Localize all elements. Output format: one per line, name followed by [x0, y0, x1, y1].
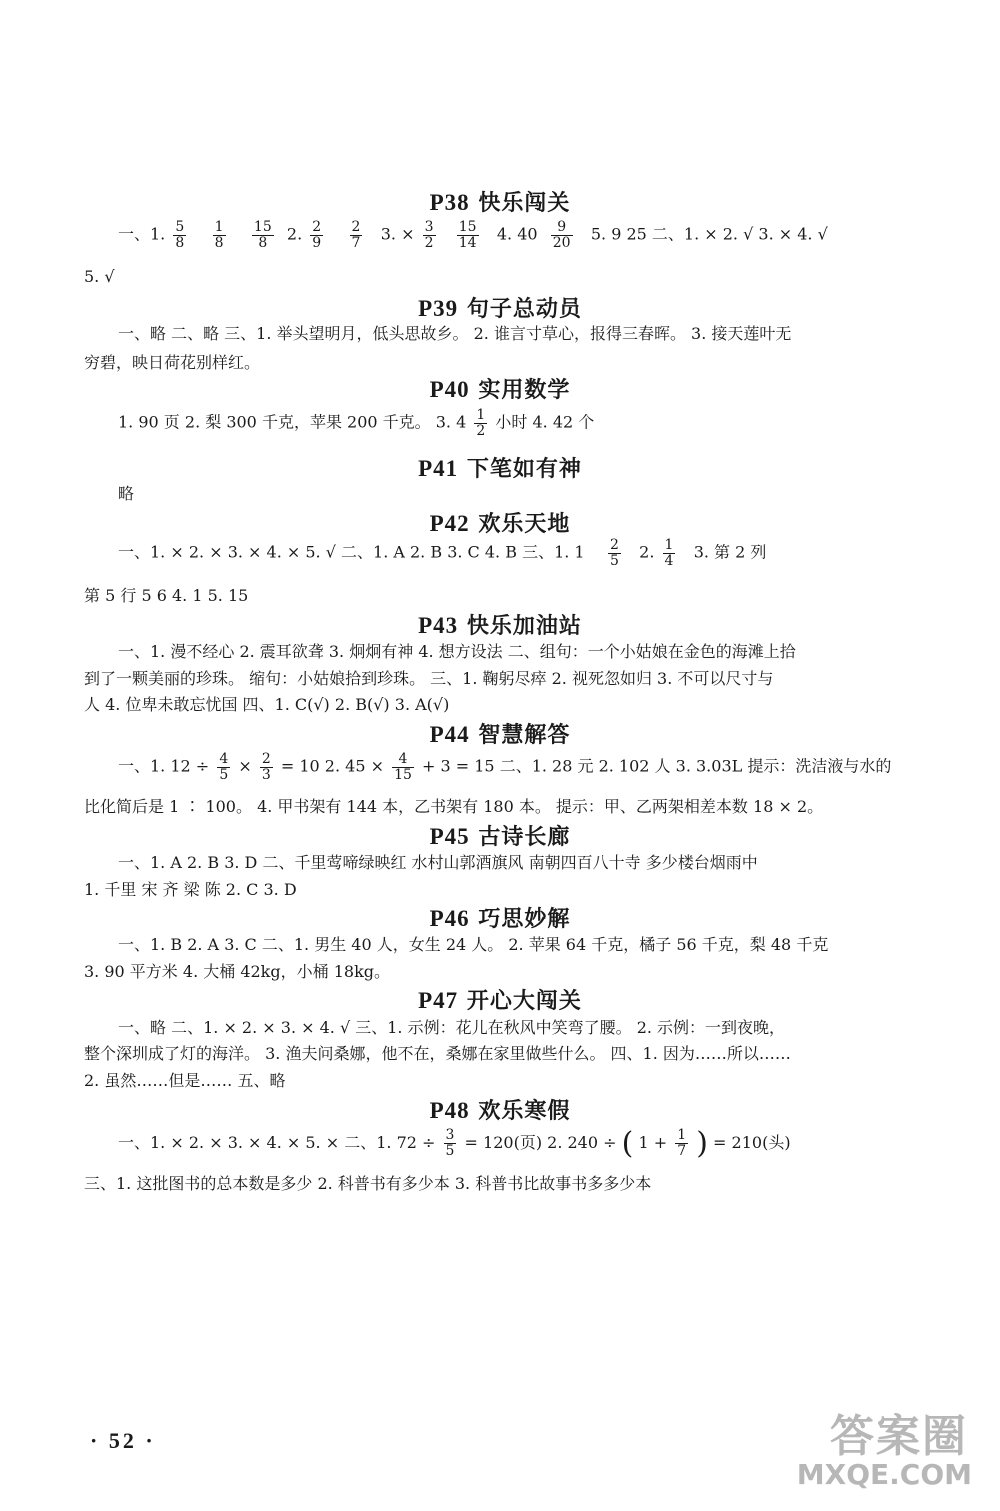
- section-title-p47: P47 开心大闯关: [418, 988, 582, 1014]
- answer-line-p41-1: 略: [118, 484, 135, 503]
- answer-line-p46-1: 一、1. B 2. A 3. C 二、1. 男生 40 人，女生 24 人。 2. 苹果 64 千克，橘子 56 千克，梨 48 千克: [118, 935, 829, 954]
- answer-line-p47-2: 整个深圳成了灯的海洋。 3. 渔夫问桑娜，他不在，桑娜在家里做些什么。 四、1. 因为……所以……: [84, 1044, 791, 1063]
- page-number: · 52 ·: [90, 1428, 156, 1453]
- section-title-p44: P44 智慧解答: [429, 722, 571, 748]
- watermark-logo: [778, 1400, 978, 1500]
- answer-line-p45-1: 一、1. A 2. B 3. D 二、千里莺啼绿映红 水村山郭酒旗风 南朝四百八十寺 多少楼台烟雨中: [118, 853, 758, 872]
- answer-line-p42-1: 一、1. × 2. × 3. × 4. × 5. √ 二、1. A 2. B 3. C 4. B 三、1. 1 $\frac{2}{5}$ 2. $\frac{1}{4}$ 3. 第 2 列: [118, 537, 767, 569]
- answer-line-p42-2: 第 5 行 5 6 4. 1 5. 15: [84, 586, 249, 605]
- watermark-url: MXQE.COM: [796, 1458, 972, 1491]
- section-title-p43: P43 快乐加油站: [418, 613, 582, 639]
- answer-line-p45-2: 1. 千里 宋 齐 梁 陈 2. C 3. D: [84, 880, 297, 899]
- answer-line-p40-1: 1. 90 页 2. 梨 300 千克，苹果 200 千克。 3. 4 $\frac{1}{2}$ 小时 4. 42 个: [118, 407, 595, 439]
- watermark-title: 答案圈: [830, 1411, 968, 1462]
- answer-line-p47-1: 一、略 二、1. × 2. × 3. × 4. √ 三、1. 示例：花儿在秋风中笑弯了腰。 2. 示例：一到夜晚，: [118, 1018, 786, 1037]
- answer-line-p44-1: 一、1. 12 ÷ $\frac{4}{5}$ × $\frac{2}{3}$ = 10 2. 45 × $\frac{4}{15}$ + 3 = 15 二、1. 28 元 2. 102 人 3. 3.03L 提示：洗洁液与水的: [118, 751, 892, 783]
- section-title-p42: P42 欢乐天地: [429, 511, 571, 537]
- answer-line-p43-2: 到了一颗美丽的珍珠。 缩句：小姑娘拾到珍珠。 三、1. 鞠躬尽瘁 2. 视死忽如归 3. 不可以尺寸与: [84, 669, 774, 688]
- answer-line-p38-2: 5. √: [84, 267, 115, 286]
- answer-line-p39-2: 穷碧，映日荷花别样红。: [84, 353, 261, 372]
- answer-line-p48-2: 三、1. 这批图书的总本数是多少 2. 科普书有多少本 3. 科普书比故事书多多少本: [84, 1174, 652, 1193]
- section-title-p48: P48 欢乐寒假: [429, 1098, 571, 1124]
- answer-line-p43-3: 人 4. 位卑未敢忘忧国 四、1. C(√) 2. B(√) 3. A(√): [84, 695, 450, 714]
- section-title-p41: P41 下笔如有神: [418, 456, 582, 482]
- section-title-p40: P40 实用数学: [429, 377, 571, 403]
- answer-line-p48-1: 一、1. × 2. × 3. × 4. × 5. × 二、1. 72 ÷ $\frac{3}{5}$ = 120(页) 2. 240 ÷ ( 1 + $\frac{1}{7}$ ) = 210(头): [118, 1126, 791, 1161]
- section-title-p45: P45 古诗长廊: [429, 824, 571, 850]
- answer-line-p47-3: 2. 虽然……但是…… 五、略: [84, 1071, 286, 1090]
- answer-line-p46-2: 3. 90 平方米 4. 大桶 42kg，小桶 18kg。: [84, 962, 391, 981]
- section-title-p39: P39 句子总动员: [418, 296, 582, 322]
- answer-line-p43-1: 一、1. 漫不经心 2. 震耳欲聋 3. 炯炯有神 4. 想方设法 二、组句：一个小姑娘在金色的海滩上拾: [118, 642, 796, 661]
- answer-line-p38-1: 一、1. $\frac{5}{8}$ $\frac{1}{8}$ $\frac{15}{8}$ 2. $\frac{2}{9}$ $\frac{2}{7}$ 3. × $\frac{3}{2}$ $\frac{15}{14}$ 4. 40 $\frac{9}{20}$ 5. 9 25 二、1. × 2. √ 3. × 4. √: [118, 219, 828, 251]
- answer-line-p39-1: 一、略 二、略 三、1. 举头望明月，低头思故乡。 2. 谁言寸草心，报得三春晖。 3. 接天莲叶无: [118, 324, 792, 343]
- section-title-p46: P46 巧思妙解: [429, 906, 571, 932]
- section-title-p38: P38 快乐闯关: [429, 190, 571, 216]
- answer-line-p44-2: 比化简后是 1 ∶ 100。 4. 甲书架有 144 本，乙书架有 180 本。 提示：甲、乙两架相差本数 18 × 2。: [84, 797, 824, 816]
